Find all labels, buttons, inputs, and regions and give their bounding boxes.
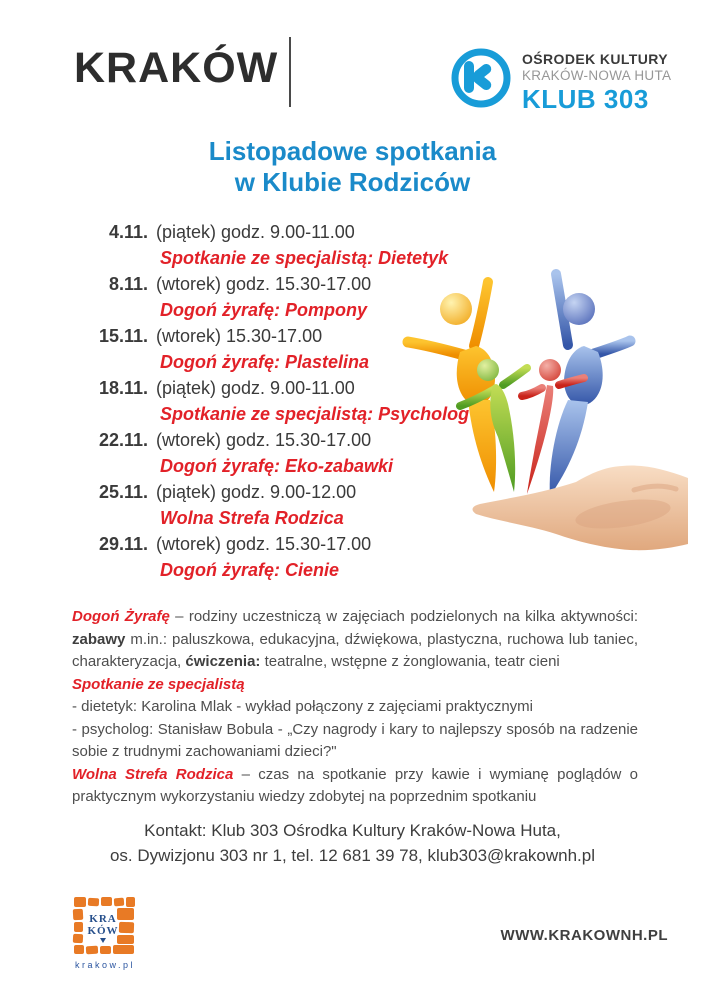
schedule-date: 4.11. xyxy=(108,221,148,242)
schedule-date: 22.11. xyxy=(98,429,148,450)
schedule-event: Dogoń żyrafę: Eko-zabawki xyxy=(160,455,394,476)
header-divider xyxy=(289,37,291,107)
description-dogon-text3: teatralne, wstępne z żonglowania, teatr cieni xyxy=(260,653,560,670)
page-title-line2: w Klubie Rodziców xyxy=(234,167,471,197)
description-dogon xyxy=(72,606,638,674)
krakow-pl-caption: krakow.pl xyxy=(74,960,136,970)
description-specialist-item1: - dietetyk: Karolina Mlak - wykład połączony z zajęciami praktycznymi xyxy=(72,698,533,715)
description-dogon-bold2: ćwiczenia: xyxy=(185,653,261,670)
org-subname: KRAKÓW-NOWA HUTA xyxy=(522,68,672,83)
schedule-event: Dogoń żyrafę: Pompony xyxy=(160,299,368,320)
contact-line1: Kontakt: Klub 303 Ośrodka Kultury Kraków-Nowa Huta, xyxy=(144,821,561,840)
description-dogon-text2: m.in.: paluszkowa, edukacyjna, dźwiękowa, plastyczna, ruchowa lub taniec, charakteryzacja, xyxy=(72,630,638,670)
schedule-date: 18.11. xyxy=(98,377,148,398)
description-wolna-title: Wolna Strefa Rodzica xyxy=(72,765,234,783)
schedule-time: (wtorek) godz. 15.30-17.00 xyxy=(156,533,372,554)
mosaic-text-line1: KRA xyxy=(89,913,117,925)
family-figures-on-hand-illustration xyxy=(398,252,690,557)
krakow-mosaic-logo xyxy=(72,896,136,958)
schedule-event: Dogoń żyrafę: Plastelina xyxy=(160,351,370,372)
page-title xyxy=(0,136,705,198)
klub303-circle-k-icon xyxy=(449,46,513,110)
schedule-time: (piątek) godz. 9.00-11.00 xyxy=(156,377,355,398)
description-specialist-title: Spotkanie ze specjalistą xyxy=(72,675,245,693)
descriptions-block xyxy=(72,606,638,809)
schedule-time: (wtorek) godz. 15.30-17.00 xyxy=(156,273,372,294)
schedule-time: (wtorek) godz. 15.30-17.00 xyxy=(156,429,372,450)
schedule-event: Spotkanie ze specjalistą: Psycholog xyxy=(160,403,470,424)
org-name: OŚRODEK KULTURY xyxy=(522,51,668,67)
description-dogon-title: Dogoń Żyrafę xyxy=(72,608,170,625)
contact-block xyxy=(0,818,705,868)
schedule-date: 29.11. xyxy=(98,533,148,554)
description-wolna xyxy=(72,764,638,809)
schedule-event: Wolna Strefa Rodzica xyxy=(160,507,344,528)
description-wolna-text: – czas na spotkanie przy kawie i wymianę poglądów o praktycznym wykorzystaniu wiedzy zdobytej na poprzednim spotkaniu xyxy=(72,765,638,805)
schedule-time: (wtorek) 15.30-17.00 xyxy=(156,325,323,346)
krakow-wordmark: KRAKÓW xyxy=(74,44,279,92)
mosaic-text-line2: KÓW xyxy=(87,925,119,937)
schedule-date-row xyxy=(0,219,500,245)
website-url: WWW.KRAKOWNH.PL xyxy=(500,927,668,944)
org-club: KLUB 303 xyxy=(522,83,649,114)
contact-line2: os. Dywizjonu 303 nr 1, tel. 12 681 39 78, klub303@krakownh.pl xyxy=(109,846,596,865)
klub303-logotype xyxy=(522,52,671,112)
page-title-line1: Listopadowe spotkania xyxy=(208,136,497,166)
schedule-date: 8.11. xyxy=(108,273,148,294)
schedule-time: (piątek) godz. 9.00-12.00 xyxy=(156,481,357,502)
description-dogon-text1: – rodziny uczestniczą w zajęciach podzielonych na kilka aktywności: xyxy=(169,608,638,625)
schedule-date: 15.11. xyxy=(98,325,148,346)
schedule-event: Spotkanie ze specjalistą: Dietetyk xyxy=(160,247,449,268)
description-dogon-bold1: zabawy xyxy=(72,630,126,648)
schedule-date: 25.11. xyxy=(98,481,148,502)
schedule-event: Dogoń żyrafę: Cienie xyxy=(160,559,340,580)
schedule-time: (piątek) godz. 9.00-11.00 xyxy=(156,221,355,242)
description-specialist-item2: - psycholog: Stanisław Bobula - „Czy nagrody i kary to najlepszy sposób na radzenie sobie z trudnymi zachowaniami dzieci?" xyxy=(72,720,638,760)
